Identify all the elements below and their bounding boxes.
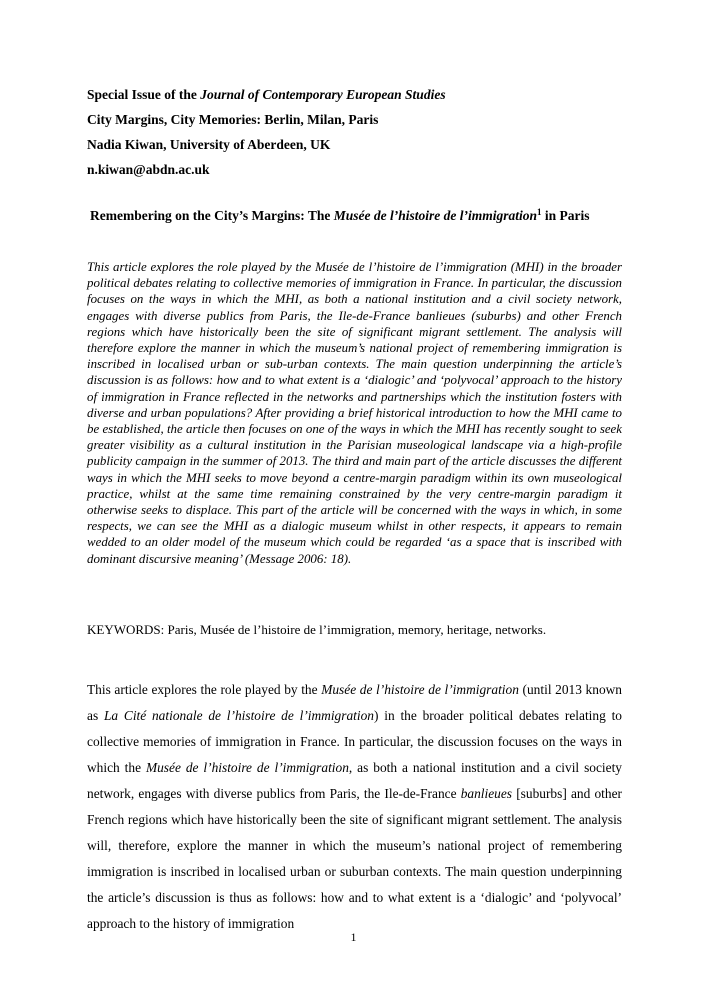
body-italic-3: Musée de l’histoire de l’immigration [145, 760, 349, 775]
body-italic-4: banlieues [460, 786, 513, 801]
body-text-1: This article explores the role played by the [87, 682, 322, 697]
issue-line [87, 87, 446, 103]
body-text-3: ) in the broader political debates relating to collective memories of immigration in France. In particular, the discussion focuses on the ways in which the [87, 708, 622, 775]
body-text-4: , as both a national institution and a civil society network, engages with diverse publics from Paris, the Ile-de-France [87, 760, 623, 801]
body-text-2: (until 2013 known as [87, 682, 623, 723]
body-paragraph [87, 677, 622, 937]
author-affiliation: Nadia Kiwan, University of Aberdeen, UK [87, 137, 331, 152]
issue-title: City Margins, City Memories: Berlin, Milan, Paris [87, 112, 379, 127]
body-italic-1: Musée de l’histoire de l’immigration [321, 682, 519, 697]
keywords: KEYWORDS: Paris, Musée de l’histoire de l’immigration, memory, heritage, networks. [87, 622, 547, 637]
footnote-marker[interactable]: 1 [537, 207, 542, 217]
title-suffix: in Paris [541, 208, 590, 223]
page-number: 1 [350, 930, 357, 944]
abstract: This article explores the role played by the Musée de l’histoire de l’immigration (MHI) in the broader political debates relating to collective memories of immigration in France. In particular, the discussion focuses on the ways in which the MHI, as both a national institution and a civil society network, engages with diverse publics from Paris, the Ile-de-France banlieues (suburbs) and other French regions which have historically been the site of significant migrant settlement. The analysis will therefore explore the manner in which the museum’s national project of remembering immigration is inscribed in localised urban or sub-urban contexts. The main question underpinning the article’s discussion is as follows: how and to what extent is a ‘dialogic’ and ‘polyvocal’ approach to the history of immigration in France reflected in the networks and partnerships which the institution fosters with diverse and urban populations? After providing a brief historical introduction to how the MHI came to be established, the article then focuses on one of the ways in which the MHI has recently sought to seek greater visibility as a cultural institution in the Parisian museological landscape via a high-profile publicity campaign in the summer of 2013. The third and main part of the article discusses the different ways in which the MHI seeks to move beyond a centre-margin paradigm within its own museological practice, whilst at the same time remaining constrained by the very centre-margin paradigm it otherwise seeks to displace. This part of the article will be concerned with the ways in which, in some respects, we can see the MHI as a dialogic museum whilst in other respects, it appears to remain wedded to an older model of the museum which could be regarded ‘as a space that is inscribed with dominant discursive meaning’ (Message 2006: 18). [87, 260, 622, 566]
issue-prefix: Special Issue of the [87, 87, 201, 102]
author-email: n.kiwan@abdn.ac.uk [87, 162, 210, 177]
body-text-5: [suburbs] and other French regions which have historically been the site of significant migrant settlement. The analysis will, therefore, explore the manner in which the museum’s national project of remembering immigration is inscribed in localised urban or suburban contexts. The main question underpinning the article’s discussion is thus as follows: how and to what extent is a ‘dialogic’ and ‘polyvocal’ approach to the history of immigration [87, 786, 622, 931]
title-prefix: Remembering on the City’s Margins: The [90, 208, 334, 223]
body-italic-2: La Cité nationale de l’histoire de l’immigration [103, 708, 374, 723]
journal-name: Journal of Contemporary European Studies [200, 87, 446, 102]
title-italic: Musée de l’histoire de l’immigration [333, 208, 537, 223]
article-title [90, 208, 590, 224]
